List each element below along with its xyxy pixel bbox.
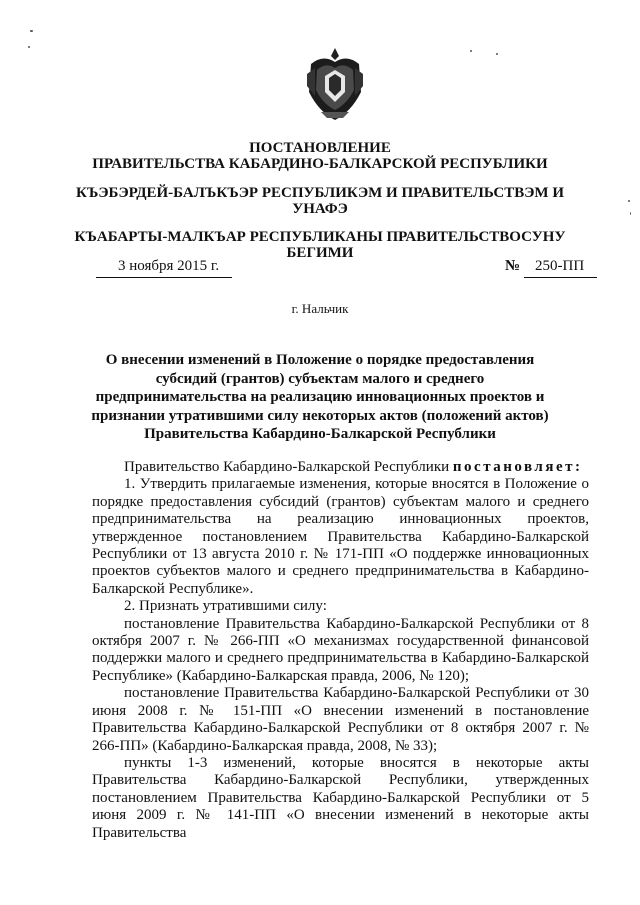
title-line: признании утратившими силу некоторых актов (положений актов) <box>91 407 549 424</box>
header-title: ПОСТАНОВЛЕНИЕ <box>249 140 391 156</box>
intro-text: Правительство Кабардино-Балкарской Республики <box>124 459 450 475</box>
paragraph-5: пункты 1-3 изменений, которые вносятся в некоторые акты Правительства Кабардино-Балкарской Республики, утвержденных постановлением Правительства Кабардино-Балкарской Республики от 5 июня 2009 г. № 141-ПП «О внесении изменений в некоторые акты Правительства <box>92 754 589 841</box>
title-line: предпринимательства на реализацию инновационных проектов и <box>95 389 545 405</box>
document-number: 250-ПП <box>535 258 585 274</box>
header-government: ПРАВИТЕЛЬСТВА КАБАРДИНО-БАЛКАРСКОЙ РЕСПУБЛИКИ <box>92 156 548 172</box>
paragraph-1: 1. Утвердить прилагаемые изменения, которые вносятся в Положение о порядке предоставления субсидий (грантов) субъектам малого и среднего предпринимательства на реализацию инновационных проектов, утвержденное постановлением Правительства Кабардино-Балкарской Республики от 13 августа 2010 г. № 171-ПП «О поддержке инновационных проектов субъектов малого и среднего предпринимательства в Кабардино-Балкарской Республике». <box>92 476 589 597</box>
scan-speck <box>30 30 33 32</box>
intro-decree-word: постановляет: <box>452 459 583 475</box>
date-underline <box>96 277 232 278</box>
title-line: Правительства Кабардино-Балкарской Республики <box>144 426 496 442</box>
title-line: О внесении изменений в Положение о порядке предоставления <box>105 352 535 368</box>
paragraph-3: постановление Правительства Кабардино-Балкарской Республики от 8 октября 2007 г. № 266-ПП «О механизмах государственной финансовой поддержки малого и среднего предпринимательства в Кабардино-Балкарской Республике» (Кабардино-Балкарская правда, 2006, № 120); <box>92 615 589 684</box>
scan-speck <box>628 200 630 202</box>
document-body <box>92 459 589 842</box>
scan-speck <box>470 50 472 52</box>
scan-speck <box>630 212 631 215</box>
header-balkar-line2: БЕГИМИ <box>286 245 354 261</box>
city: г. Нальчик <box>291 301 349 316</box>
document-title <box>0 351 640 444</box>
header-kabardian-line2: УНАФЭ <box>292 201 348 217</box>
document-date: 3 ноября 2015 г. <box>118 258 220 274</box>
paragraph-2: 2. Признать утратившими силу: <box>124 598 327 615</box>
intro-paragraph <box>92 459 589 476</box>
header-kabardian-line1: КЪЭБЭРДЕЙ-БАЛЪКЪЭР РЕСПУБЛИКЭМ И ПРАВИТЕЛЬСТВЭМ И <box>76 185 564 201</box>
paragraph-4: постановление Правительства Кабардино-Балкарской Республики от 30 июня 2008 г. № 151-ПП «О внесении изменений в постановление Правительства Кабардино-Балкарской Республики от 8 октября 2007 г. № 266-ПП» (Кабардино-Балкарская правда, 2008, № 33); <box>92 685 589 754</box>
coat-of-arms-emblem <box>303 46 367 122</box>
number-sign: № <box>505 258 521 274</box>
number-underline <box>524 277 597 278</box>
scan-speck <box>496 53 498 55</box>
title-line: субсидий (грантов) субъектам малого и среднего <box>155 370 485 387</box>
header-balkar-line1: КЪАБАРТЫ-МАЛКЪАР РЕСПУБЛИКАНЫ ПРАВИТЕЛЬСТВОСУНУ <box>74 229 566 245</box>
scan-speck <box>28 46 30 48</box>
